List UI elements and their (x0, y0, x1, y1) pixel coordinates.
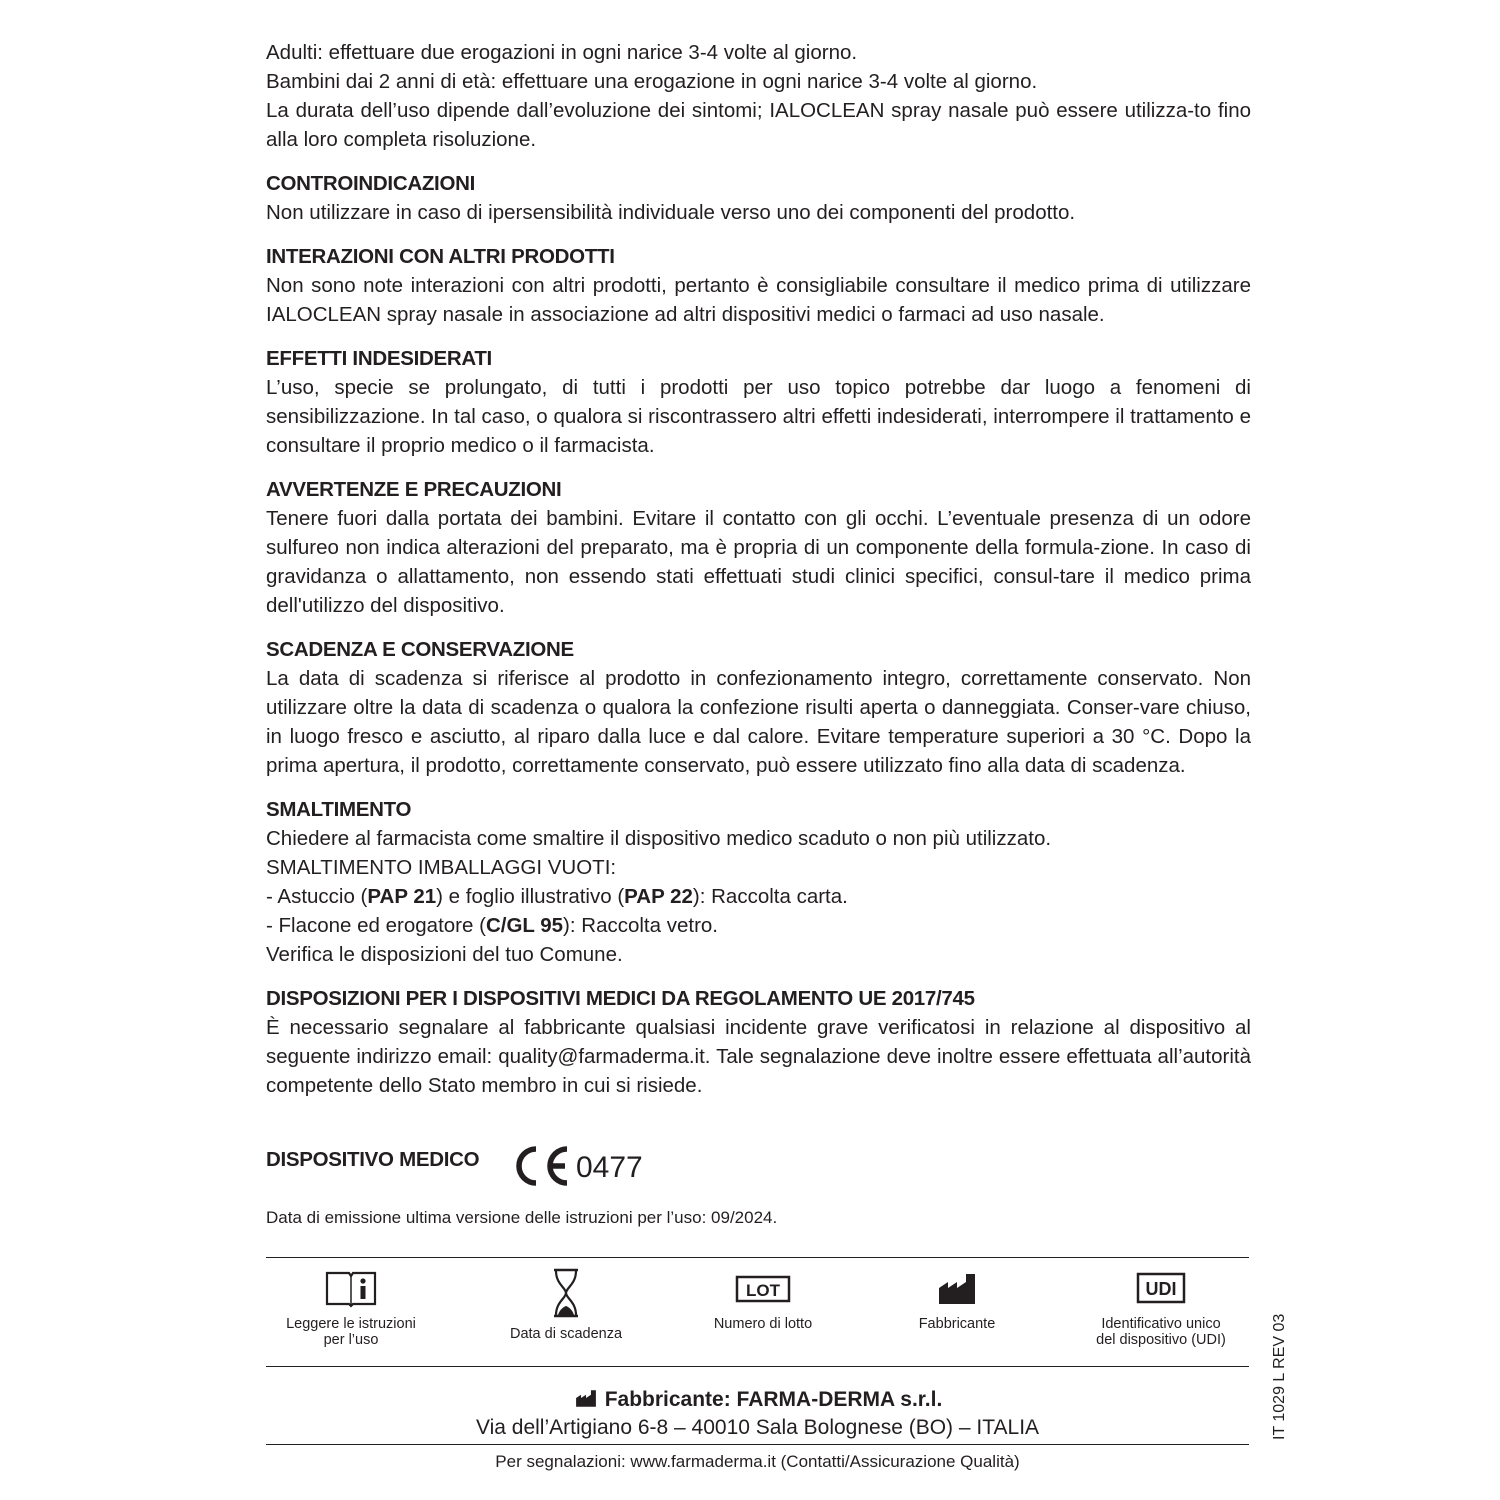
leaflet-code: IT 1029 L REV 03 (1271, 1313, 1288, 1440)
divider (266, 1257, 1249, 1258)
section-title: SCADENZA E CONSERVAZIONE (266, 638, 574, 661)
text-fragment: ) e foglio illustrativo ( (436, 885, 625, 908)
symbol-lot (678, 1268, 848, 1332)
manufacturer-block (266, 1386, 1249, 1442)
smaltimento-farmacista: Chiedere al farmacista come smaltire il dispositivo medico scaduto o non più utilizzato. (266, 827, 1052, 850)
text-fragment: - Flacone ed erogatore ( (266, 914, 486, 937)
section-text: Non sono note interazioni con altri prodotti, pertanto è consigliabile consultare il medico prima di utilizzare IALOCLEAN spray nasale in associazione ad altri dispositivi medici o farmaci ad uso nasale. (266, 274, 1251, 326)
section-scadenza (266, 635, 1251, 780)
symbol-expiry (481, 1268, 651, 1342)
section-avvertenze (266, 475, 1251, 620)
section-text: Non utilizzare in caso di ipersensibilità individuale verso uno dei componenti del prodotto. (266, 201, 1076, 224)
svg-text:UDI: UDI (1145, 1279, 1177, 1299)
symbol-label: Identificativo unico del dispositivo (UDI) (1096, 1316, 1226, 1348)
section-title: SMALTIMENTO (266, 798, 412, 821)
instructions-book-icon (324, 1268, 378, 1308)
medical-device-label: DISPOSITIVO MEDICO (266, 1148, 480, 1171)
symbol-label: Numero di lotto (713, 1316, 813, 1332)
manufacturer-address: Via dell’Artigiano 6-8 – 40010 Sala Bolognese (BO) – ITALIA (475, 1416, 1040, 1439)
factory-icon (573, 1387, 599, 1409)
section-text: L’uso, specie se prolungato, di tutti i prodotti per uso topico potrebbe dar luogo a fenomeni di sensibilizzazione. In tal caso, o qualora si riscontrassero altri effetti indesiderati, interrompere il trattamento e consultare il proprio medico o il farmacista. (266, 376, 1251, 457)
symbol-label: Fabbricante (918, 1316, 996, 1332)
section-title: EFFETTI INDESIDERATI (266, 347, 492, 370)
recycling-code: PAP 22 (624, 885, 693, 908)
section-text: La data di scadenza si riferisce al prodotto in confezionamento integro, correttamente conservato. Non utilizzare oltre la data di scadenza o qualora la confezione risulti aperta o danneggiata. Conser-vare chiuso, in luogo fresco e asciutto, al riparo dalla luce e dal calore. Evitare temperature superiori a 30 °C. Dopo la prima apertura, il prodotto, correttamente conservato, può essere utilizzato fino alla data di scadenza. (266, 667, 1251, 777)
section-title: CONTROINDICAZIONI (266, 172, 475, 195)
text-fragment: ): Raccolta carta. (692, 885, 848, 908)
divider (266, 1444, 1249, 1445)
udi-icon (1136, 1268, 1186, 1308)
svg-text:LOT: LOT (746, 1281, 780, 1300)
section-smaltimento (266, 795, 1251, 969)
leaflet-text (266, 38, 1251, 1100)
recycling-code: PAP 21 (367, 885, 437, 908)
intro-adulti: Adulti: effettuare due erogazioni in ogni narice 3-4 volte al giorno. (266, 41, 858, 64)
section-disposizioni (266, 984, 1251, 1100)
notified-body-number: 0477 (576, 1151, 643, 1184)
section-text: Tenere fuori dalla portata dei bambini. Evitare il contatto con gli occhi. L’eventuale presenza di un odore sulfureo non indica alterazioni del preparato, ma è propria di un componente della formula-zione. In caso di gravidanza o allattamento, non essendo stati effettuati studi clinici specifici, consul-tare il medico prima dell'utilizzo del dispositivo. (266, 507, 1251, 617)
factory-icon (935, 1268, 979, 1308)
section-title: AVVERTENZE E PRECAUZIONI (266, 478, 562, 501)
smaltimento-flacone (266, 911, 1251, 940)
hourglass-icon (546, 1268, 586, 1318)
smaltimento-comune: Verifica le disposizioni del tuo Comune. (266, 943, 623, 966)
section-text: È necessario segnalare al fabbricante qualsiasi incidente grave verificatosi in relazione al dispositivo al seguente indirizzo email: quality@farmaderma.it. Tale segnalazione deve inoltre essere effettuata all’autorità competente dello Stato membro in cui si risiede. (266, 1016, 1251, 1097)
issue-date: Data di emissione ultima versione delle istruzioni per l’uso: 09/2024. (266, 1208, 778, 1227)
divider (266, 1366, 1249, 1367)
symbol-label: Data di scadenza (509, 1326, 623, 1342)
symbol-udi (1076, 1268, 1246, 1348)
lot-icon (735, 1268, 791, 1308)
section-title: DISPOSIZIONI PER I DISPOSITIVI MEDICI DA REGOLAMENTO UE 2017/745 (266, 987, 975, 1010)
smaltimento-astuccio (266, 882, 1251, 911)
recycling-code: C/GL 95 (485, 914, 564, 937)
symbol-manufacturer (872, 1268, 1042, 1332)
section-title: INTERAZIONI CON ALTRI PRODOTTI (266, 245, 615, 268)
manufacturer-name-line (266, 1386, 1249, 1414)
symbol-instructions (266, 1268, 436, 1348)
manufacturer-name: Fabbricante: FARMA-DERMA s.r.l. (604, 1388, 943, 1411)
intro-durata: La durata dell’uso dipende dall’evoluzione dei sintomi; IALOCLEAN spray nasale può essere utilizza-to fino alla loro completa risoluzione. (266, 99, 1251, 151)
section-controindicazioni (266, 169, 1251, 227)
report-contact: Per segnalazioni: www.farmaderma.it (Contatti/Assicurazione Qualità) (495, 1452, 1020, 1471)
symbols-row (266, 1268, 1249, 1360)
section-effetti (266, 344, 1251, 460)
ce-mark-icon (509, 1145, 571, 1187)
intro-bambini: Bambini dai 2 anni di età: effettuare una erogazione in ogni narice 3-4 volte al giorno. (266, 70, 1038, 93)
text-fragment: ): Raccolta vetro. (563, 914, 718, 937)
symbol-label: Leggere le istruzioni per l’uso (286, 1316, 416, 1348)
text-fragment: - Astuccio ( (266, 885, 368, 908)
smaltimento-imballaggi: SMALTIMENTO IMBALLAGGI VUOTI: (266, 856, 617, 879)
section-interazioni (266, 242, 1251, 329)
